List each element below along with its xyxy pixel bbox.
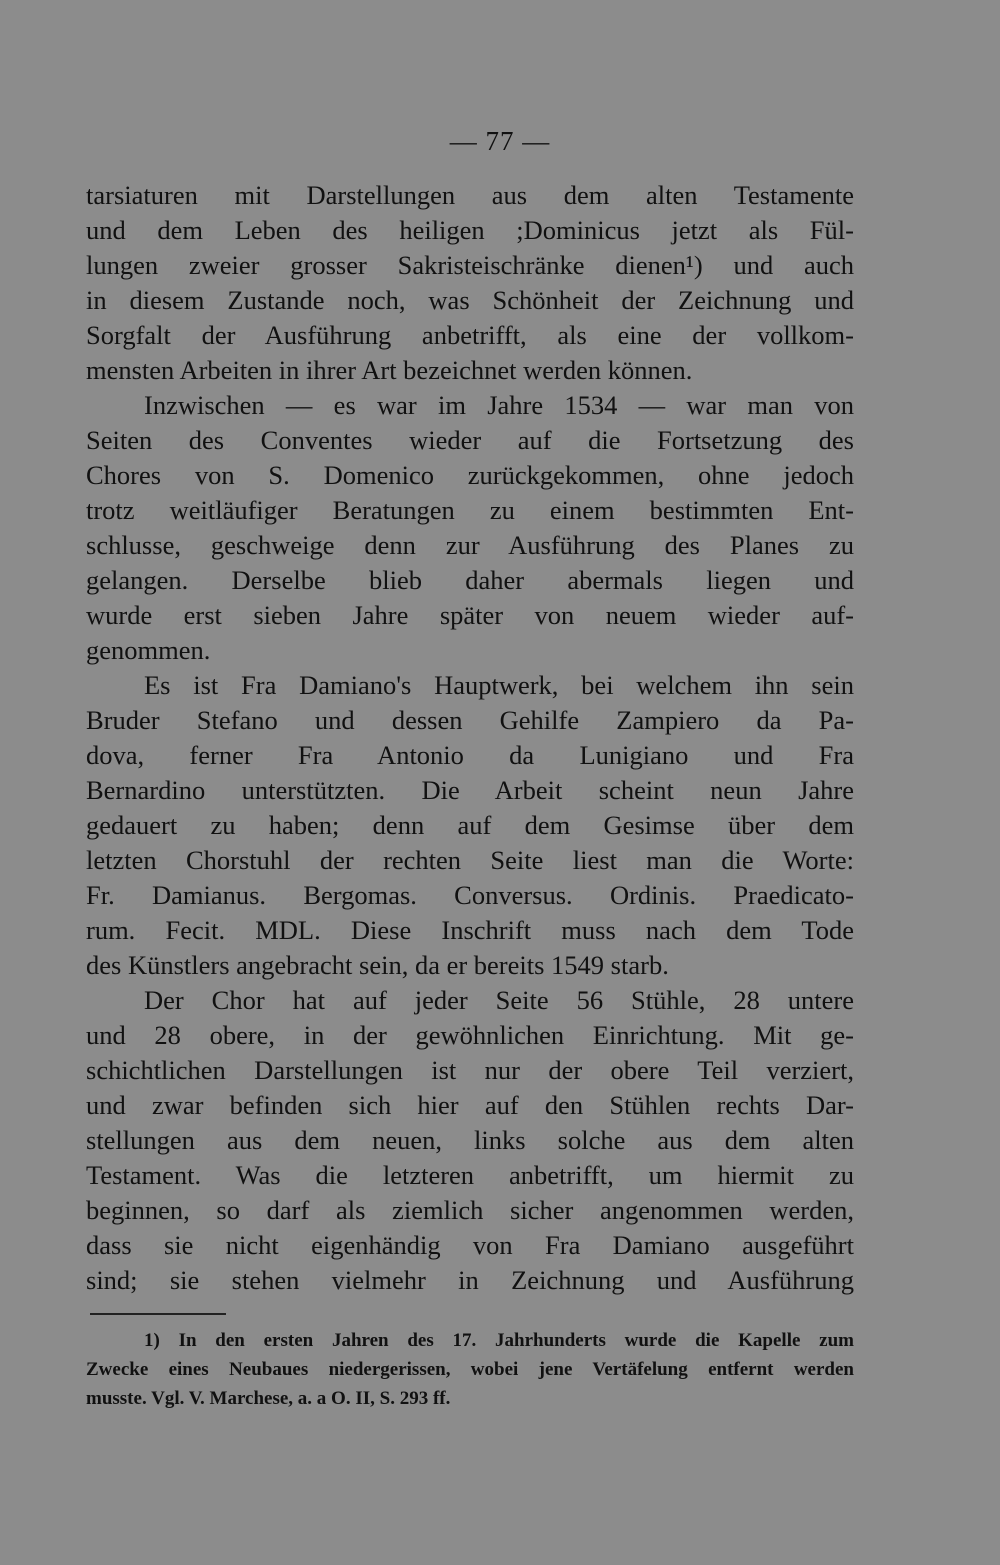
text-line: trotz weitläufiger Beratungen zu einem bestimmten Ent- bbox=[86, 495, 854, 525]
text-line: und dem Leben des heiligen ;Dominicus jetzt als Fül- bbox=[86, 215, 854, 245]
text-line: wurde erst sieben Jahre später von neuem wieder auf- bbox=[86, 600, 854, 630]
text-line: schlusse, geschweige denn zur Ausführung des Planes zu bbox=[86, 530, 854, 560]
text-line: beginnen, so darf als ziemlich sicher angenommen werden, bbox=[86, 1195, 854, 1225]
text-line: genommen. bbox=[86, 635, 211, 665]
footnote-separator bbox=[90, 1313, 226, 1315]
text-line: des Künstlers angebracht sein, da er bereits 1549 starb. bbox=[86, 950, 669, 980]
paragraph-first-line: Inzwischen — es war im Jahre 1534 — war man von bbox=[144, 390, 854, 420]
text-line: Sorgfalt der Ausführung anbetrifft, als eine der vollkom- bbox=[86, 320, 854, 350]
text-line: dass sie nicht eigenhändig von Fra Damiano ausgeführt bbox=[86, 1230, 854, 1260]
footnote-line: 1) In den ersten Jahren des 17. Jahrhunderts wurde die Kapelle zum bbox=[144, 1330, 854, 1351]
text-line: Chores von S. Domenico zurückgekommen, ohne jedoch bbox=[86, 460, 854, 490]
footnote-line: musste. Vgl. V. Marchese, a. a O. II, S. 293 ff. bbox=[86, 1388, 451, 1409]
text-line: in diesem Zustande noch, was Schönheit der Zeichnung und bbox=[86, 285, 854, 315]
paragraph-first-line: Der Chor hat auf jeder Seite 56 Stühle, 28 untere bbox=[144, 985, 854, 1015]
text-line: Testament. Was die letzteren anbetrifft, um hiermit zu bbox=[86, 1160, 854, 1190]
text-line: schichtlichen Darstellungen ist nur der obere Teil verziert, bbox=[86, 1055, 854, 1085]
page-number: — 77 — bbox=[449, 126, 551, 156]
text-line: Fr. Damianus. Bergomas. Conversus. Ordinis. Praedicato- bbox=[86, 880, 854, 910]
text-line: dova, ferner Fra Antonio da Lunigiano und Fra bbox=[86, 740, 854, 770]
footnote-line: Zwecke eines Neubaues niedergerissen, wobei jene Vertäfelung entfernt werden bbox=[86, 1359, 854, 1380]
text-line: und 28 obere, in der gewöhnlichen Einrichtung. Mit ge- bbox=[86, 1020, 854, 1050]
text-line: sind; sie stehen vielmehr in Zeichnung und Ausführung bbox=[86, 1265, 854, 1295]
text-line: letzten Chorstuhl der rechten Seite liest man die Worte: bbox=[86, 845, 854, 875]
text-line: tarsiaturen mit Darstellungen aus dem alten Testamente bbox=[86, 180, 854, 210]
text-line: gelangen. Derselbe blieb daher abermals liegen und bbox=[86, 565, 854, 595]
text-line: mensten Arbeiten in ihrer Art bezeichnet werden können. bbox=[86, 355, 693, 385]
text-line: Bernardino unterstützten. Die Arbeit scheint neun Jahre bbox=[86, 775, 854, 805]
text-line: und zwar befinden sich hier auf den Stühlen rechts Dar- bbox=[86, 1090, 854, 1120]
text-line: lungen zweier grosser Sakristeischränke dienen¹) und auch bbox=[86, 250, 854, 280]
text-line: rum. Fecit. MDL. Diese Inschrift muss nach dem Tode bbox=[86, 915, 854, 945]
text-line: gedauert zu haben; denn auf dem Gesimse über dem bbox=[86, 810, 854, 840]
paragraph-first-line: Es ist Fra Damiano's Hauptwerk, bei welchem ihn sein bbox=[144, 670, 854, 700]
body-text bbox=[86, 178, 854, 1298]
text-line: stellungen aus dem neuen, links solche aus dem alten bbox=[86, 1125, 854, 1155]
footnotes bbox=[86, 1326, 854, 1413]
text-line: Seiten des Conventes wieder auf die Fortsetzung des bbox=[86, 425, 854, 455]
text-line: Bruder Stefano und dessen Gehilfe Zampiero da Pa- bbox=[86, 705, 854, 735]
